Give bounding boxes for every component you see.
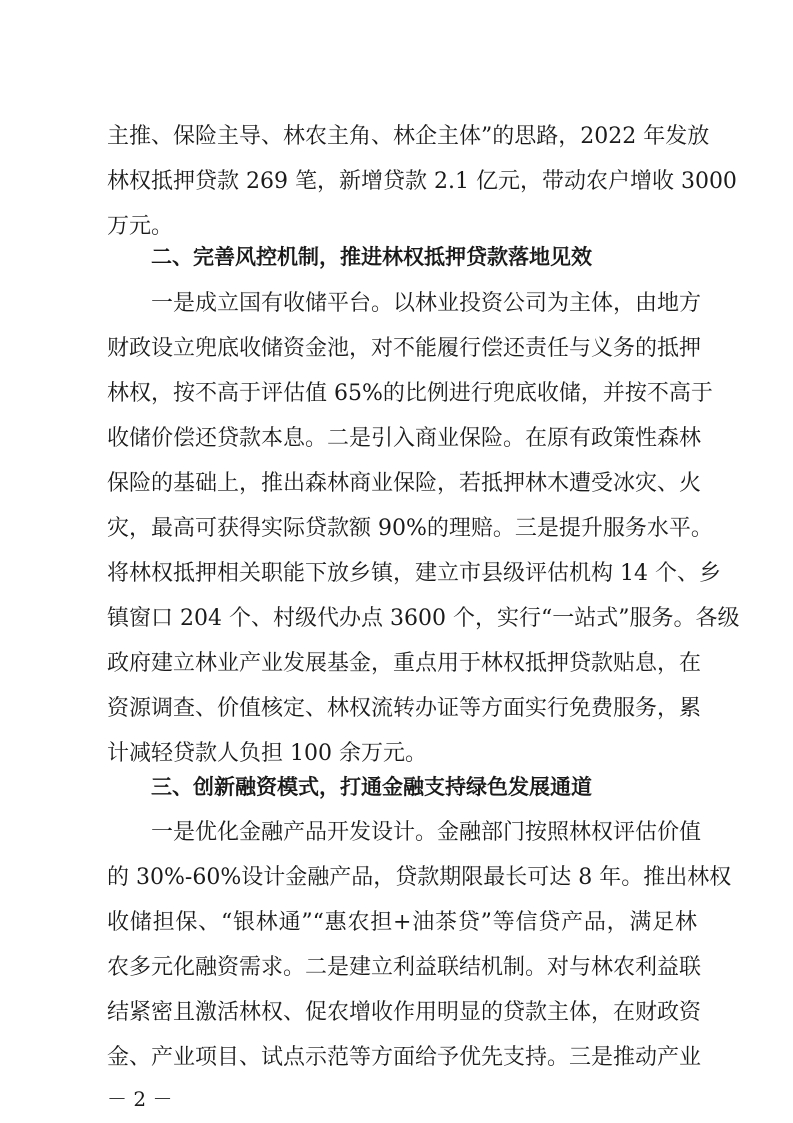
paragraph-line: 金、产业项目、试点示范等方面给予优先支持。三是推动产业: [107, 1045, 702, 1070]
paragraph-line: 的 30%-60%设计金融产品，贷款期限最长可达 8 年。推出林权: [107, 865, 732, 890]
paragraph-line: 农多元化融资需求。二是建立利益联结机制。对与林农利益联: [107, 955, 702, 980]
paragraph-line: 一是优化金融产品开发设计。金融部门按照林权评估价值: [151, 820, 702, 845]
paragraph-line: 镇窗口 204 个、村级代办点 3600 个，实行“一站式”服务。各级: [107, 606, 740, 631]
paragraph-line: 主推、保险主导、林农主角、林企主体”的思路，2022 年发放: [107, 124, 710, 149]
paragraph-line: 收储担保、“银林通”“惠农担+油茶贷”等信贷产品，满足林: [107, 910, 697, 935]
paragraph-line: 林权抵押贷款 269 笔，新增贷款 2.1 亿元，带动农户增收 3000: [107, 169, 737, 194]
paragraph-line: 政府建立林业产业发展基金，重点用于林权抵押贷款贴息，在: [107, 651, 702, 676]
paragraph-line: 资源调查、价值核定、林权流转办证等方面实行免费服务，累: [107, 696, 702, 721]
paragraph-line: 结紧密且激活林权、促农增收作用明显的贷款主体，在财政资: [107, 1000, 702, 1025]
paragraph-line: 林权，按不高于评估值 65%的比例进行兜底收储，并按不高于: [107, 381, 713, 406]
paragraph-line: 计减轻贷款人负担 100 余万元。: [107, 741, 427, 766]
paragraph-line: 万元。: [107, 214, 174, 239]
section-heading-2: 二、完善风控机制，推进林权抵押贷款落地见效: [151, 245, 592, 269]
paragraph-line: 将林权抵押相关职能下放乡镇，建立市县级评估机构 14 个、乡: [107, 561, 721, 586]
paragraph-line: 一是成立国有收储平台。以林业投资公司为主体，由地方: [151, 291, 702, 316]
paragraph-line: 保险的基础上，推出森林商业保险，若抵押林木遭受冰灾、火: [107, 471, 702, 496]
paragraph-line: 收储价偿还贷款本息。二是引入商业保险。在原有政策性森林: [107, 426, 702, 451]
paragraph-line: 灾，最高可获得实际贷款额 90%的理赔。三是提升服务水平。: [107, 516, 713, 541]
section-heading-3: 三、创新融资模式，打通金融支持绿色发展通道: [151, 775, 592, 799]
paragraph-line: 财政设立兜底收储资金池，对不能履行偿还责任与义务的抵押: [107, 336, 702, 361]
page-number: － 2 －: [107, 1087, 173, 1111]
